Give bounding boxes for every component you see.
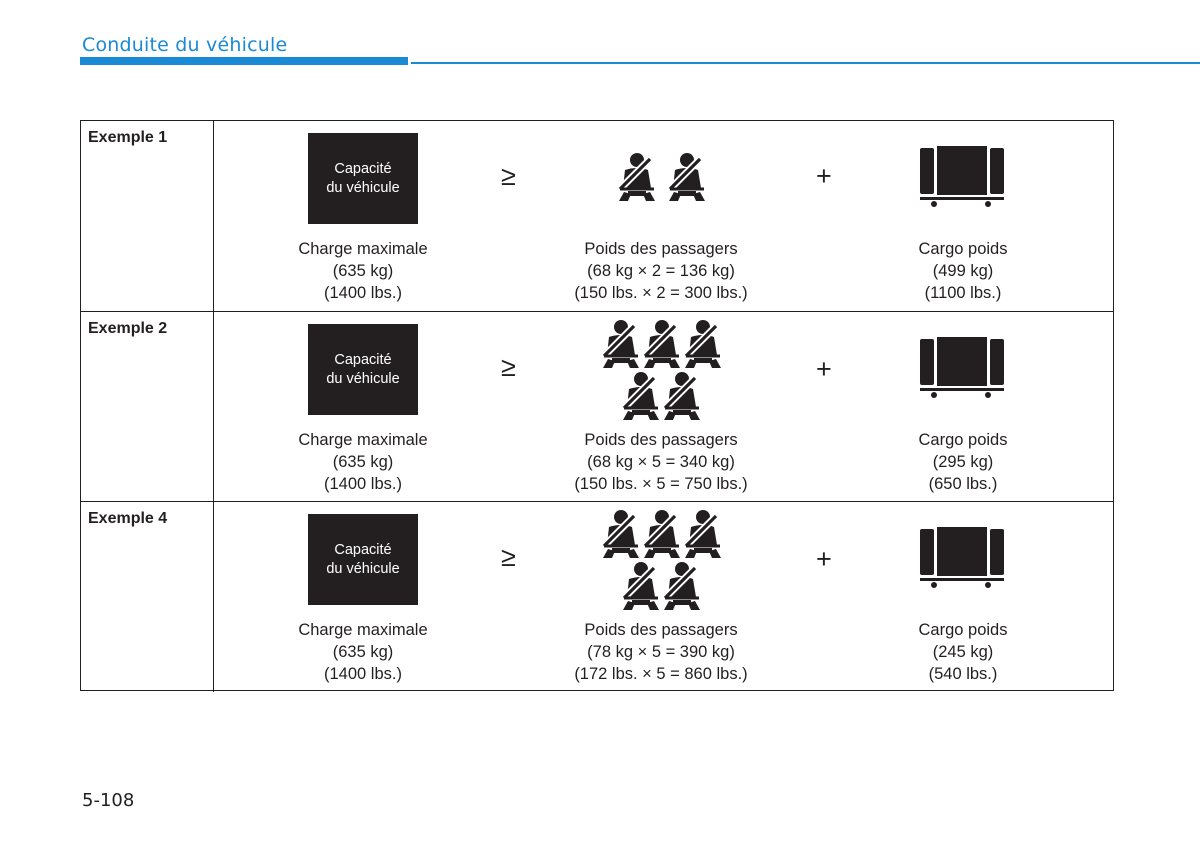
passenger-weight-lbs: (172 lbs. × 5 = 860 lbs.): [574, 665, 748, 683]
capacity-label-line2: du véhicule: [326, 370, 400, 387]
max-load-title: Charge maximale: [298, 240, 428, 258]
max-load-caption: [243, 429, 483, 495]
passenger-weight-lbs: (150 lbs. × 2 = 300 lbs.): [574, 284, 748, 302]
passenger-weight-kg: (68 kg × 2 = 136 kg): [587, 262, 735, 280]
cargo-weight-title: Cargo poids: [918, 431, 1008, 449]
seatbelt-passenger-icon: [669, 153, 705, 201]
passenger-weight-caption: [541, 238, 781, 304]
capacity-label-line1: Capacité: [334, 160, 392, 177]
cargo-weight-kg: (499 kg): [932, 262, 994, 280]
vehicle-capacity-box: [308, 324, 418, 415]
section-title: Conduite du véhicule: [82, 34, 288, 56]
seatbelt-passenger-icon: [603, 320, 639, 368]
capacity-label-line2: du véhicule: [326, 179, 400, 196]
cargo-weight-title: Cargo poids: [918, 621, 1008, 639]
cargo-weight-title: Cargo poids: [918, 240, 1008, 258]
capacity-label-line1: Capacité: [334, 351, 392, 368]
passenger-weight-kg: (68 kg × 5 = 340 kg): [587, 453, 735, 471]
cargo-luggage-icon: [918, 146, 1008, 210]
cargo-weight-kg: (245 kg): [932, 643, 994, 661]
cargo-weight-lbs: (650 lbs.): [928, 475, 998, 493]
passenger-weight-lbs: (150 lbs. × 5 = 750 lbs.): [574, 475, 748, 493]
seatbelt-passenger-icon: [603, 510, 639, 558]
max-load-lbs: (1400 lbs.): [324, 284, 402, 302]
max-load-kg: (635 kg): [332, 453, 394, 471]
cargo-weight-caption: [843, 429, 1083, 495]
seatbelt-passenger-icon: [664, 372, 700, 420]
passenger-weight-caption: [541, 429, 781, 495]
max-load-title: Charge maximale: [298, 621, 428, 639]
example-row: [81, 121, 1113, 311]
cargo-weight-kg: (295 kg): [932, 453, 994, 471]
max-load-title: Charge maximale: [298, 431, 428, 449]
cargo-luggage-icon: [918, 337, 1008, 401]
example-row: [81, 501, 1113, 692]
cargo-weight-lbs: (1100 lbs.): [924, 284, 1002, 302]
column-divider: [213, 121, 214, 311]
header-accent-bar: [80, 57, 408, 65]
example-label: Exemple 1: [88, 129, 168, 146]
column-divider: [213, 312, 214, 502]
greater-or-equal-symbol: ≥: [501, 542, 516, 572]
vehicle-capacity-box: [308, 133, 418, 224]
cargo-weight-caption: [843, 619, 1083, 685]
plus-symbol: +: [816, 354, 832, 384]
passenger-weight-title: Poids des passagers: [584, 431, 738, 449]
greater-or-equal-symbol: ≥: [501, 161, 516, 191]
example-row: [81, 311, 1113, 502]
passenger-weight-kg: (78 kg × 5 = 390 kg): [587, 643, 735, 661]
header-rule: [411, 62, 1200, 64]
page-number: 5-108: [82, 790, 135, 811]
greater-or-equal-symbol: ≥: [501, 352, 516, 382]
max-load-kg: (635 kg): [332, 262, 394, 280]
plus-symbol: +: [816, 544, 832, 574]
seatbelt-passenger-icon: [623, 562, 659, 610]
seatbelt-passenger-icon: [644, 320, 680, 368]
example-label: Exemple 4: [88, 510, 168, 527]
cargo-luggage-icon: [918, 527, 1008, 591]
max-load-kg: (635 kg): [332, 643, 394, 661]
passenger-weight-title: Poids des passagers: [584, 240, 738, 258]
seatbelt-passenger-icon: [685, 510, 721, 558]
max-load-lbs: (1400 lbs.): [324, 475, 402, 493]
passenger-icon-group: [616, 151, 716, 209]
example-label: Exemple 2: [88, 320, 168, 337]
vehicle-capacity-box: [308, 514, 418, 605]
passenger-weight-caption: [541, 619, 781, 685]
seatbelt-passenger-icon: [664, 562, 700, 610]
passenger-icon-group: [600, 508, 725, 613]
passenger-icon-group: [600, 318, 725, 423]
load-examples-table: [80, 120, 1114, 691]
max-load-caption: [243, 238, 483, 304]
passenger-weight-title: Poids des passagers: [584, 621, 738, 639]
capacity-label-line1: Capacité: [334, 541, 392, 558]
seatbelt-passenger-icon: [644, 510, 680, 558]
cargo-weight-caption: [843, 238, 1083, 304]
max-load-lbs: (1400 lbs.): [324, 665, 402, 683]
seatbelt-passenger-icon: [619, 153, 655, 201]
seatbelt-passenger-icon: [623, 372, 659, 420]
seatbelt-passenger-icon: [685, 320, 721, 368]
capacity-label-line2: du véhicule: [326, 560, 400, 577]
cargo-weight-lbs: (540 lbs.): [928, 665, 998, 683]
max-load-caption: [243, 619, 483, 685]
column-divider: [213, 502, 214, 692]
plus-symbol: +: [816, 161, 832, 191]
